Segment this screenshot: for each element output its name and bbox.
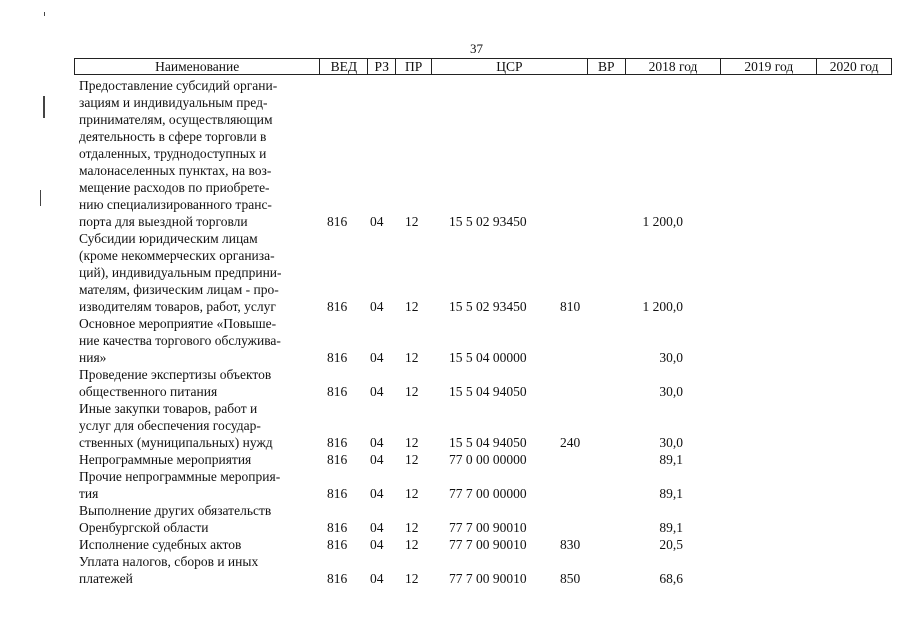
row-name [79, 468, 314, 502]
header-pr: ПР [396, 59, 432, 74]
row-name-line: услуг для обеспечения государ- [79, 418, 261, 433]
table-row [0, 400, 905, 451]
row-name-line: Оренбургской области [79, 520, 209, 535]
row-name-line: ние качества торгового обслужива- [79, 333, 281, 348]
header-name: Наименование [75, 59, 320, 74]
row-name [79, 451, 314, 468]
row-name-line: Предоставление субсидий органи- [79, 78, 278, 93]
row-name [79, 536, 314, 553]
row-name-line: нию специализированного транс- [79, 197, 272, 212]
table-row [0, 366, 905, 400]
table-row [0, 451, 905, 468]
header-year-2018: 2018 год [626, 59, 722, 74]
row-name [79, 77, 314, 230]
row-csr: 77 7 00 90010 [449, 537, 527, 552]
row-ved: 816 [327, 435, 348, 450]
row-name-line: отдаленных, труднодоступных и [79, 146, 267, 161]
row-name-line: зациям и индивидуальным пред- [79, 95, 268, 110]
row-name-line: мещение расходов по приобрете- [79, 180, 270, 195]
row-name-line: общественного питания [79, 384, 218, 399]
row-name-line: Субсидии юридическим лицам [79, 231, 258, 246]
row-csr: 77 7 00 00000 [449, 486, 527, 501]
row-ved: 816 [327, 384, 348, 399]
table-row [0, 77, 905, 230]
row-ved: 816 [327, 537, 348, 552]
row-csr: 15 5 02 93450 [449, 214, 527, 229]
row-rz: 04 [370, 384, 384, 399]
row-rz: 04 [370, 435, 384, 450]
row-year-2018: 1 200,0 [642, 299, 683, 314]
row-name-line: Выполнение других обязательств [79, 503, 272, 518]
row-ved: 816 [327, 350, 348, 365]
header-rz: РЗ [368, 59, 396, 74]
row-pr: 12 [405, 537, 419, 552]
row-csr: 77 0 00 00000 [449, 452, 527, 467]
row-csr: 15 5 04 94050 [449, 435, 527, 450]
row-name-line: платежей [79, 571, 133, 586]
table-row [0, 468, 905, 502]
header-ved: ВЕД [320, 59, 368, 74]
row-rz: 04 [370, 452, 384, 467]
row-rz: 04 [370, 299, 384, 314]
row-name-line: ственных (муниципальных) нужд [79, 435, 273, 450]
row-name-line: ций), индивидуальным предприни- [79, 265, 282, 280]
row-ved: 816 [327, 486, 348, 501]
row-name-line: изводителям товаров, работ, услуг [79, 299, 276, 314]
row-year-2018: 30,0 [659, 435, 683, 450]
row-name-line: порта для выездной торговли [79, 214, 248, 229]
row-name [79, 553, 314, 587]
row-name-line: тия [79, 486, 99, 501]
row-year-2018: 89,1 [659, 486, 683, 501]
row-name-line: Уплата налогов, сборов и иных [79, 554, 259, 569]
row-name-line: Исполнение судебных актов [79, 537, 242, 552]
row-vr: 830 [560, 537, 581, 552]
row-ved: 816 [327, 299, 348, 314]
row-ved: 816 [327, 214, 348, 229]
header-year-2019: 2019 год [721, 59, 817, 74]
header-year-2020: 2020 год [829, 59, 879, 74]
row-name [79, 315, 314, 366]
row-name [79, 400, 314, 451]
row-pr: 12 [405, 452, 419, 467]
header-vr: ВР [588, 59, 626, 74]
row-name-line: Непрограммные мероприятия [79, 452, 252, 467]
row-year-2018: 30,0 [659, 384, 683, 399]
row-csr: 77 7 00 90010 [449, 520, 527, 535]
row-ved: 816 [327, 520, 348, 535]
row-rz: 04 [370, 486, 384, 501]
row-name [79, 366, 314, 400]
table-row [0, 553, 905, 587]
row-year-2018: 30,0 [659, 350, 683, 365]
row-name-line: Проведение экспертизы объектов [79, 367, 272, 382]
row-name-line: принимателям, осуществляющим [79, 112, 273, 127]
row-name-line: Основное мероприятие «Повыше- [79, 316, 277, 331]
row-pr: 12 [405, 486, 419, 501]
row-pr: 12 [405, 520, 419, 535]
row-csr: 77 7 00 90010 [449, 571, 527, 586]
row-year-2018: 1 200,0 [642, 214, 683, 229]
row-year-2018: 20,5 [659, 537, 683, 552]
row-ved: 816 [327, 571, 348, 586]
row-name [79, 502, 314, 536]
table-header [74, 58, 892, 75]
row-year-2018: 89,1 [659, 520, 683, 535]
scan-artifact [44, 12, 45, 16]
row-name-line: (кроме некоммерческих организа- [79, 248, 275, 263]
row-pr: 12 [405, 214, 419, 229]
row-csr: 15 5 02 93450 [449, 299, 527, 314]
row-name-line: деятельность в сфере торговли в [79, 129, 267, 144]
row-rz: 04 [370, 520, 384, 535]
table-row [0, 502, 905, 536]
row-ved: 816 [327, 452, 348, 467]
header-csr: ЦСР [432, 59, 588, 74]
row-vr: 240 [560, 435, 581, 450]
row-name-line: малонаселенных пунктах, на воз- [79, 163, 272, 178]
row-name-line: ния» [79, 350, 107, 365]
row-pr: 12 [405, 350, 419, 365]
row-rz: 04 [370, 571, 384, 586]
row-pr: 12 [405, 299, 419, 314]
row-pr: 12 [405, 435, 419, 450]
table-row [0, 230, 905, 315]
row-rz: 04 [370, 214, 384, 229]
row-csr: 15 5 04 00000 [449, 350, 527, 365]
row-pr: 12 [405, 384, 419, 399]
row-name-line: мателям, физическим лицам - про- [79, 282, 279, 297]
row-year-2018: 89,1 [659, 452, 683, 467]
row-vr: 810 [560, 299, 581, 314]
row-csr: 15 5 04 94050 [449, 384, 527, 399]
row-name [79, 230, 314, 315]
row-name-line: Прочие непрограммные мероприя- [79, 469, 281, 484]
row-vr: 850 [560, 571, 581, 586]
row-name-line: Иные закупки товаров, работ и [79, 401, 258, 416]
table-row [0, 536, 905, 553]
row-rz: 04 [370, 537, 384, 552]
row-year-2018: 68,6 [659, 571, 683, 586]
table-row [0, 315, 905, 366]
row-pr: 12 [405, 571, 419, 586]
page-number: 37 [470, 41, 483, 56]
row-rz: 04 [370, 350, 384, 365]
